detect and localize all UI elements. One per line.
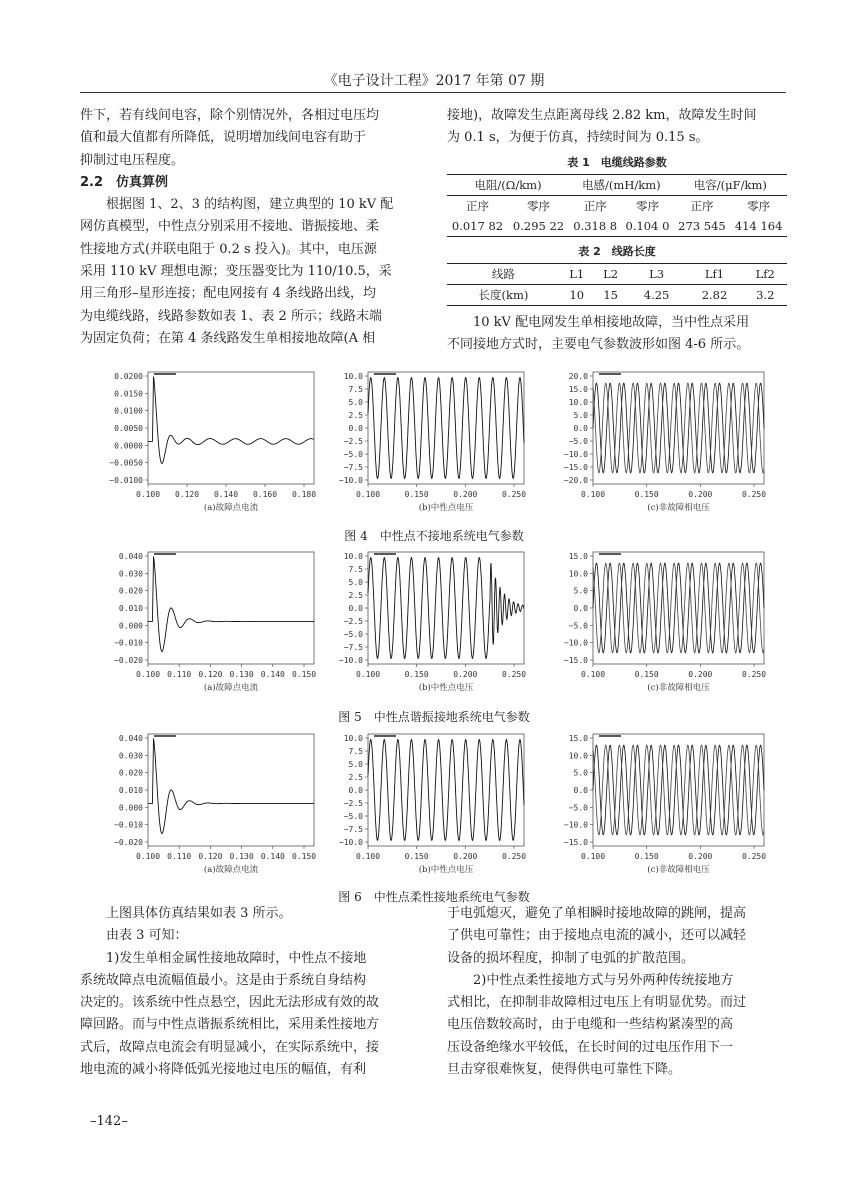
y-tick-label: 0.0 (348, 604, 363, 613)
page-number: –142– (90, 1114, 128, 1129)
table1-subhead: 正序 (583, 198, 607, 213)
table2-header: L1 (560, 264, 594, 285)
text-line: 1)发生单相金属性接地故障时，中性点不接地 (106, 950, 367, 966)
y-tick-label: 7.5 (348, 565, 363, 574)
y-tick-label: 0.040 (118, 734, 143, 743)
text-line: 旦击穿很难恢复，使得供电可靠性下降。 (447, 1062, 682, 1078)
y-tick-label: 2.5 (348, 773, 363, 782)
table2-cell: 3.2 (743, 285, 787, 306)
y-tick-label: 0.030 (118, 751, 143, 761)
table1-cell: 414 164 (730, 216, 787, 237)
text-line: 件下，若有线间电容，除个别情况外，各相过电压均 (80, 108, 380, 123)
table1-subhead: 零序 (635, 198, 659, 213)
x-tick-label: 0.110 (167, 852, 192, 861)
y-tick-label: 5.0 (573, 411, 588, 420)
y-tick-label: −0.020 (114, 656, 143, 665)
y-tick-label: 0.020 (118, 768, 143, 778)
table1 (447, 174, 787, 237)
y-tick-label: 5.0 (348, 578, 363, 587)
y-tick-label: 0.0 (573, 604, 588, 613)
y-tick-label: −5.0 (568, 437, 588, 446)
subfigure-caption: (a)故障点电流 (203, 683, 259, 693)
fig4-panel-b (330, 368, 530, 528)
x-tick-label: 0.150 (404, 852, 429, 861)
text-line: 于电弧熄灭，避免了单相瞬时接地故障的跳闸，提高 (447, 906, 747, 921)
y-tick-label: −10.0 (338, 656, 363, 665)
plot-frame (368, 734, 524, 846)
table1-group: 电阻/(Ω/km) (447, 174, 569, 195)
y-tick-label: −5.0 (343, 630, 363, 639)
y-tick-label: 0.020 (118, 586, 143, 596)
x-tick-label: 0.100 (135, 852, 161, 861)
fig6-panel-b (330, 730, 530, 890)
y-tick-label: 2.5 (348, 591, 363, 600)
y-tick-label: 20.0 (568, 372, 588, 381)
text-line: 不同接地方式时，主要电气参数波形如图 4-6 所示。 (447, 337, 750, 353)
x-tick-label: 0.100 (580, 490, 606, 499)
y-tick-label: 0.0 (573, 786, 588, 795)
x-tick-label: 0.150 (404, 490, 429, 499)
x-tick-label: 0.250 (501, 490, 527, 499)
y-tick-label: 2.5 (348, 411, 363, 420)
x-tick-label: 0.200 (688, 490, 713, 499)
figure-caption: 图 6 中性点柔性接地系统电气参数 (338, 890, 530, 904)
y-tick-label: −0.010 (114, 638, 143, 648)
text-line: 上图具体仿真结果如表 3 所示。 (106, 906, 292, 921)
y-tick-label: −10.0 (563, 638, 588, 648)
y-tick-label: −0.0100 (109, 476, 143, 485)
y-tick-label: −2.5 (343, 437, 363, 446)
fig5-panel-c (555, 548, 770, 708)
y-tick-label: 0.0 (573, 424, 588, 433)
text-line: 2)中性点柔性接地方式与另外两种传统接地方 (473, 972, 734, 988)
subfigure-caption: (a)故障点电流 (203, 503, 259, 513)
right-column-top (447, 105, 787, 357)
text-line: 为 0.1 s，为便于仿真，持续时间为 0.15 s。 (447, 130, 709, 146)
text-line: 根据图 1、2、3 的结构图，建立典型的 10 kV 配 (106, 197, 394, 213)
y-tick-label: −2.5 (343, 799, 363, 808)
fig5-panel-a (90, 548, 320, 708)
y-tick-label: −5.0 (568, 803, 588, 813)
y-tick-label: 0.040 (118, 552, 143, 561)
y-tick-label: 0.010 (118, 786, 143, 795)
y-tick-label: −0.010 (114, 820, 143, 830)
x-tick-label: 0.250 (501, 670, 527, 679)
x-tick-label: 0.100 (355, 490, 381, 499)
text-line: 网仿真模型，中性点分别采用不接地、谐振接地、柔 (80, 219, 380, 235)
right-column-bottom (447, 903, 787, 1081)
y-tick-label: −20.0 (563, 476, 588, 485)
y-tick-label: −7.5 (343, 643, 363, 652)
subfigure-caption: (c)非故障相电压 (647, 683, 710, 693)
y-tick-label: 0.0 (348, 786, 363, 795)
left-column-bottom (80, 903, 420, 1081)
plot-frame (148, 552, 314, 664)
y-tick-label: −5.0 (568, 621, 588, 631)
table2-header: Lf1 (686, 264, 744, 285)
plot-frame (148, 372, 314, 484)
subfigure-caption: (b)中性点电压 (418, 503, 474, 513)
text-line: 地电流的减小将降低弧光接地过电压的幅值，有利 (80, 1062, 367, 1078)
x-tick-label: 0.160 (252, 490, 278, 499)
subfigure-caption: (b)中性点电压 (418, 683, 474, 693)
table2-cell: 10 (560, 285, 594, 306)
table1-subhead: 正序 (466, 198, 489, 213)
table1-subhead: 零序 (747, 198, 771, 213)
y-tick-label: 0.000 (118, 621, 143, 631)
y-tick-label: 0.0150 (114, 389, 143, 399)
subfigure-caption: (a)故障点电流 (203, 865, 259, 875)
x-tick-label: 0.140 (260, 670, 285, 679)
plot-frame (368, 372, 524, 484)
y-tick-label: −2.5 (343, 617, 363, 626)
x-tick-label: 0.100 (580, 852, 606, 861)
subfigure-caption: (c)非故障相电压 (647, 865, 710, 875)
table2-header: L3 (628, 264, 686, 285)
fig4-panel-a (90, 368, 320, 528)
text-line: 由表 3 可知： (106, 928, 188, 944)
text-line: 设备的损坏程度，抑制了电弧的扩散范围。 (447, 950, 695, 966)
y-tick-label: 0.0 (348, 424, 363, 433)
x-tick-label: 0.130 (229, 852, 254, 861)
y-tick-label: −5.0 (343, 450, 363, 459)
y-tick-label: 10.0 (568, 398, 588, 407)
table2-cell: 长度(km) (447, 285, 560, 306)
y-tick-label: 10.0 (343, 552, 363, 561)
text-line: 式后，故障点电流会有明显减小，在实际系统中，接 (80, 1039, 380, 1055)
table1-caption: 表 1 电缆线路参数 (567, 155, 667, 169)
fig5-panel-b (330, 548, 530, 708)
plot-frame (148, 734, 314, 846)
header-rule (80, 92, 786, 93)
table1-cell: 0.295 22 (508, 216, 569, 237)
y-tick-label: −15.0 (563, 838, 588, 847)
y-tick-label: 0.000 (118, 803, 143, 813)
y-tick-label: 0.0100 (114, 406, 143, 416)
y-tick-label: 0.010 (118, 604, 143, 613)
text-line: 采用 110 kV 理想电源；变压器变比为 110/10.5，采 (80, 264, 392, 280)
text-line: 障回路。而与中性点谐振系统相比，采用柔性接地方 (80, 1017, 380, 1033)
x-tick-label: 0.200 (453, 852, 478, 861)
y-tick-label: 7.5 (348, 747, 363, 756)
x-tick-label: 0.100 (355, 670, 381, 679)
x-tick-label: 0.250 (741, 852, 767, 861)
section-heading: 2.2 仿真算例 (80, 174, 169, 190)
y-tick-label: −0.0050 (109, 458, 143, 468)
x-tick-label: 0.200 (688, 852, 713, 861)
y-tick-label: −10.0 (563, 450, 588, 459)
x-tick-label: 0.200 (688, 670, 713, 679)
text-line: 压设备绝缘水平较低，在长时间的过电压作用下一 (447, 1039, 734, 1055)
table1-cell: 273 545 (674, 216, 731, 237)
table1-group: 电容/(μF/km) (674, 174, 787, 195)
x-tick-label: 0.250 (501, 852, 527, 861)
x-tick-label: 0.150 (404, 670, 429, 679)
y-tick-label: −7.5 (343, 825, 363, 834)
figure-caption: 图 4 中性点不接地系统电气参数 (344, 529, 524, 543)
table1-cell: 0.318 8 (569, 216, 621, 237)
x-tick-label: 0.100 (355, 852, 381, 861)
x-tick-label: 0.130 (229, 670, 254, 679)
text-line: 接地)，故障发生点距离母线 2.82 km，故障发生时间 (447, 108, 757, 123)
y-tick-label: 0.0050 (114, 424, 143, 433)
x-tick-label: 0.110 (167, 670, 192, 679)
table2-cell: 15 (594, 285, 628, 306)
table1-subhead: 正序 (690, 198, 714, 213)
y-tick-label: −10.0 (563, 820, 588, 830)
text-line: 电压倍数较高时，由于电缆和一些结构紧凑型的高 (447, 1017, 734, 1033)
table1-subhead: 零序 (527, 198, 551, 213)
table1-cell: 0.104 0 (621, 216, 673, 237)
x-tick-label: 0.140 (213, 490, 239, 499)
x-tick-label: 0.150 (291, 852, 317, 861)
x-tick-label: 0.150 (634, 490, 659, 499)
subfigure-caption: (c)非故障相电压 (647, 503, 710, 513)
x-tick-label: 0.140 (260, 852, 285, 861)
table2-header: Lf2 (743, 264, 787, 285)
x-tick-label: 0.180 (291, 490, 317, 499)
text-line: 系统故障点电流幅值最小。这是由于系统自身结构 (80, 972, 367, 988)
text-line: 性接地方式(并联电阻于 0.2 s 投入)。其中，电压源 (80, 241, 377, 257)
figure-caption: 图 5 中性点谐振接地系统电气参数 (338, 710, 530, 724)
text-line: 式相比，在抑制非故障相过电压上有明显优势。而过 (447, 995, 747, 1011)
text-line: 为固定负荷；在第 4 条线路发生单相接地故障(A 相 (80, 330, 376, 346)
text-line: 抑制过电压程度。 (80, 152, 185, 168)
table1-cell: 0.017 82 (447, 216, 508, 237)
x-tick-label: 0.150 (634, 852, 659, 861)
text-line: 值和最大值都有所降低，说明增加线间电容有助于 (80, 130, 367, 146)
table2-header: L2 (594, 264, 628, 285)
y-tick-label: 0.0200 (114, 372, 143, 381)
left-column-top (80, 105, 420, 350)
text-line: 10 kV 配电网发生单相接地故障，当中性点采用 (473, 315, 750, 331)
fig6-panel-c (555, 730, 770, 890)
y-tick-label: −15.0 (563, 656, 588, 665)
x-tick-label: 0.100 (135, 670, 161, 679)
x-tick-label: 0.120 (198, 852, 223, 861)
y-tick-label: 5.0 (348, 398, 363, 407)
table2-header: 线路 (447, 264, 560, 285)
text-line: 了供电可靠性；由于接地点电流的减小，还可以减轻 (447, 928, 747, 944)
table1-group: 电感/(mH/km) (569, 174, 674, 195)
subfigure-caption: (b)中性点电压 (418, 865, 474, 875)
y-tick-label: 15.0 (568, 385, 588, 394)
x-tick-label: 0.100 (135, 490, 161, 499)
y-tick-label: 15.0 (568, 552, 588, 561)
x-tick-label: 0.250 (741, 670, 767, 679)
y-tick-label: 5.0 (573, 768, 588, 778)
y-tick-label: −15.0 (563, 463, 588, 472)
x-tick-label: 0.120 (198, 670, 223, 679)
table2-cell: 4.25 (628, 285, 686, 306)
y-tick-label: −0.020 (114, 838, 143, 847)
x-tick-label: 0.100 (580, 670, 606, 679)
y-tick-label: 15.0 (568, 734, 588, 743)
y-tick-label: 0.0000 (114, 441, 143, 451)
y-tick-label: 10.0 (343, 734, 363, 743)
text-line: 决定的。该系统中性点悬空，因此无法形成有效的故 (80, 995, 380, 1011)
y-tick-label: −10.0 (338, 476, 363, 485)
x-tick-label: 0.120 (174, 490, 200, 499)
x-tick-label: 0.250 (741, 490, 767, 499)
y-tick-label: 5.0 (573, 586, 588, 596)
fig6-panel-a (90, 730, 320, 890)
y-tick-label: −7.5 (343, 463, 363, 472)
plot-frame (368, 552, 524, 664)
y-tick-label: 10.0 (343, 372, 363, 381)
fig4-panel-c (555, 368, 770, 528)
y-tick-label: 10.0 (568, 751, 588, 761)
text-line: 用三角形–星形连接；配电网接有 4 条线路出线，均 (80, 286, 377, 302)
table2 (447, 263, 787, 306)
journal-header: 《电子设计工程》2017 年第 07 期 (323, 73, 545, 89)
text-line: 为电缆线路，线路参数如表 1、表 2 所示；线路末端 (80, 308, 382, 324)
y-tick-label: 5.0 (348, 760, 363, 769)
y-tick-label: 0.030 (118, 569, 143, 579)
y-tick-label: −5.0 (343, 812, 363, 821)
y-tick-label: −10.0 (338, 838, 363, 847)
y-tick-label: 7.5 (348, 385, 363, 394)
x-tick-label: 0.150 (291, 670, 317, 679)
x-tick-label: 0.200 (453, 490, 478, 499)
table2-caption: 表 2 线路长度 (578, 244, 656, 258)
x-tick-label: 0.150 (634, 670, 659, 679)
y-tick-label: 10.0 (568, 569, 588, 579)
table2-cell: 2.82 (686, 285, 744, 306)
x-tick-label: 0.200 (453, 670, 478, 679)
